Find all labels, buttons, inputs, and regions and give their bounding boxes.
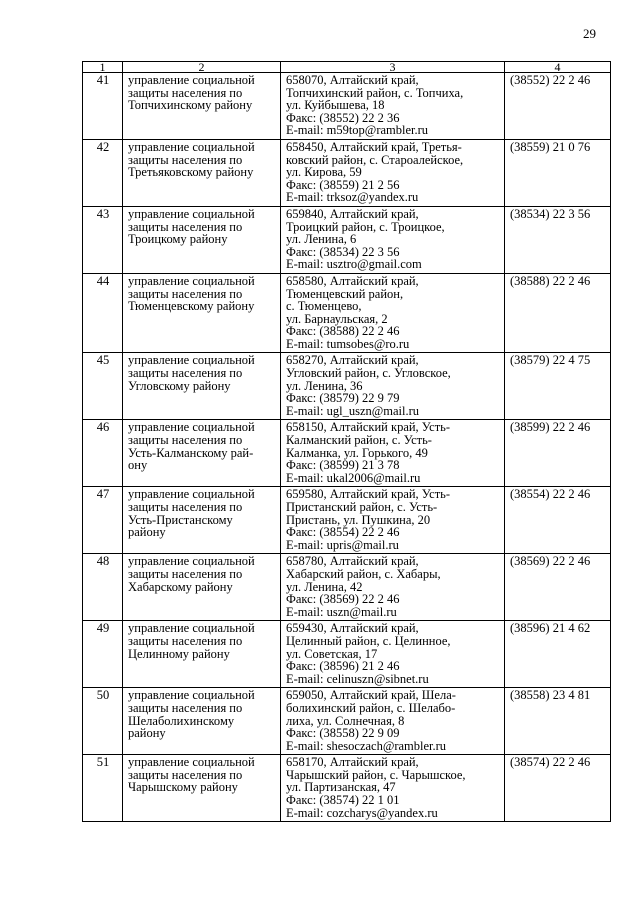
table-row — [83, 487, 611, 554]
address-line: Калманка, ул. Горького, 49 — [286, 445, 428, 460]
organization-name-line: району — [128, 525, 166, 540]
organization-name-line: управление социальной — [128, 273, 255, 288]
address-line: E-mail: usztro@gmail.com — [286, 257, 422, 272]
organization-name-line: защиты населения по — [128, 286, 243, 301]
address-line: Угловский район, с. Угловское, — [286, 366, 451, 381]
phone-number: (38588) 22 2 46 — [505, 273, 611, 353]
address-contacts — [281, 621, 505, 688]
organization-name-line: защиты населения по — [128, 219, 243, 234]
row-number: 41 — [83, 73, 123, 140]
table-row — [83, 621, 611, 688]
address-line: E-mail: tumsobes@ro.ru — [286, 336, 410, 351]
organization-name — [123, 73, 281, 140]
address-line: Пристань, ул. Пушкина, 20 — [286, 512, 431, 527]
organization-name-line: защиты населения по — [128, 433, 243, 448]
address-line: 658170, Алтайский край, — [286, 755, 419, 770]
contacts-table — [82, 61, 611, 822]
address-line: Целинный район, с. Целинное, — [286, 633, 451, 648]
phone-number: (38579) 22 4 75 — [505, 353, 611, 420]
organization-name-line: Усть-Калманскому рай- — [128, 445, 254, 460]
address-line: Тюменцевский район, — [286, 286, 404, 301]
phone-number: (38552) 22 2 46 — [505, 73, 611, 140]
address-line: ул. Советская, 17 — [286, 646, 378, 661]
phone-number: (38559) 21 0 76 — [505, 139, 611, 206]
phone-number: (38599) 22 2 46 — [505, 420, 611, 487]
phone-number: (38554) 22 2 46 — [505, 487, 611, 554]
address-contacts — [281, 73, 505, 140]
address-line: Факс: (38554) 22 2 46 — [286, 525, 400, 540]
organization-name-line: управление социальной — [128, 420, 255, 435]
organization-name — [123, 420, 281, 487]
address-line: ул. Барнаульская, 2 — [286, 311, 388, 326]
organization-name-line: управление социальной — [128, 353, 255, 368]
table-row — [83, 73, 611, 140]
address-line: лиха, ул. Солнечная, 8 — [286, 713, 405, 728]
phone-number: (38596) 21 4 62 — [505, 621, 611, 688]
row-number: 49 — [83, 621, 123, 688]
address-contacts — [281, 554, 505, 621]
address-line: E-mail: shesoczach@rambler.ru — [286, 738, 447, 753]
table-row — [83, 554, 611, 621]
address-contacts — [281, 353, 505, 420]
address-line: 659430, Алтайский край, — [286, 621, 419, 636]
address-contacts — [281, 487, 505, 554]
address-line: Хабарский район, с. Хабары, — [286, 566, 441, 581]
organization-name — [123, 755, 281, 822]
table-row — [83, 420, 611, 487]
address-line: E-mail: trksoz@yandex.ru — [286, 190, 419, 205]
row-number: 50 — [83, 688, 123, 755]
organization-name-line: защиты населения по — [128, 566, 243, 581]
address-line: Факс: (38534) 22 3 56 — [286, 244, 400, 259]
address-line: 658270, Алтайский край, — [286, 353, 419, 368]
table-row — [83, 688, 611, 755]
address-contacts — [281, 420, 505, 487]
address-line: Факс: (38559) 21 2 56 — [286, 177, 400, 192]
address-line: Факс: (38588) 22 2 46 — [286, 324, 400, 339]
organization-name-line: защиты населения по — [128, 366, 243, 381]
organization-name-line: защиты населения по — [128, 152, 243, 167]
organization-name-line: управление социальной — [128, 73, 255, 87]
organization-name-line: управление социальной — [128, 206, 255, 221]
organization-name-line: защиты населения по — [128, 85, 243, 100]
address-line: 658780, Алтайский край, — [286, 554, 419, 569]
table-row — [83, 139, 611, 206]
address-line: E-mail: celinuszn@sibnet.ru — [286, 671, 429, 686]
organization-name-line: защиты населения по — [128, 700, 243, 715]
organization-name-line: защиты населения по — [128, 500, 243, 514]
column-header: 1 — [83, 62, 123, 73]
address-line: Факс: (38579) 22 9 79 — [286, 391, 400, 406]
organization-name — [123, 273, 281, 353]
address-line: 658150, Алтайский край, Усть- — [286, 420, 451, 435]
address-line: болихинский район, с. Шелабо- — [286, 700, 456, 715]
phone-number: (38569) 22 2 46 — [505, 554, 611, 621]
organization-name — [123, 621, 281, 688]
address-line: ул. Ленина, 6 — [286, 232, 357, 247]
address-line: с. Тюменцево, — [286, 299, 362, 314]
column-header: 2 — [123, 62, 281, 73]
organization-name-line: Троицкому району — [128, 232, 228, 247]
row-number: 47 — [83, 487, 123, 554]
address-line: 658450, Алтайский край, Третья- — [286, 139, 462, 154]
header-row — [83, 62, 611, 73]
address-line: E-mail: m59top@rambler.ru — [286, 123, 429, 138]
address-line: ул. Куйбышева, 18 — [286, 98, 385, 113]
address-line: ковский район, с. Староалейское, — [286, 152, 464, 167]
organization-name-line: защиты населения по — [128, 633, 243, 648]
address-line: ул. Кирова, 59 — [286, 165, 362, 180]
table-row — [83, 273, 611, 353]
page-number: 29 — [583, 26, 596, 41]
organization-name-line: управление социальной — [128, 487, 255, 502]
table-row — [83, 353, 611, 420]
table-row — [83, 755, 611, 822]
address-line: Чарышский район, с. Чарышское, — [286, 767, 466, 782]
organization-name-line: Третьяковскому району — [128, 165, 254, 180]
phone-number: (38558) 23 4 81 — [505, 688, 611, 755]
address-contacts — [281, 206, 505, 273]
address-line: E-mail: upris@mail.ru — [286, 537, 399, 552]
organization-name — [123, 554, 281, 621]
organization-name-line: Топчихинскому району — [128, 98, 253, 113]
row-number: 48 — [83, 554, 123, 621]
organization-name-line: управление социальной — [128, 554, 255, 569]
address-contacts — [281, 273, 505, 353]
column-header: 3 — [281, 62, 505, 73]
address-line: 658580, Алтайский край, — [286, 273, 419, 288]
row-number: 46 — [83, 420, 123, 487]
row-number: 44 — [83, 273, 123, 353]
address-line: 659050, Алтайский край, Шела- — [286, 688, 456, 703]
organization-name-line: управление социальной — [128, 688, 255, 703]
organization-name-line: управление социальной — [128, 139, 255, 154]
organization-name-line: Хабарскому району — [128, 579, 233, 594]
organization-name — [123, 353, 281, 420]
organization-name-line: управление социальной — [128, 621, 255, 636]
address-line: Факс: (38552) 22 2 36 — [286, 110, 400, 125]
organization-name-line: району — [128, 726, 166, 741]
address-line: E-mail: uszn@mail.ru — [286, 604, 397, 619]
organization-name-line: Целинному району — [128, 646, 230, 661]
row-number: 43 — [83, 206, 123, 273]
address-line: Троицкий район, с. Троицкое, — [286, 219, 445, 234]
organization-name-line: Усть-Пристанскому — [128, 512, 233, 527]
address-contacts — [281, 755, 505, 822]
column-header: 4 — [505, 62, 611, 73]
table-row — [83, 206, 611, 273]
address-line: E-mail: cozcharys@yandex.ru — [286, 805, 438, 820]
organization-name-line: управление социальной — [128, 755, 255, 770]
organization-name — [123, 206, 281, 273]
address-line: ул. Ленина, 36 — [286, 378, 363, 393]
address-line: ул. Ленина, 42 — [286, 579, 363, 594]
address-contacts — [281, 688, 505, 755]
address-line: 659580, Алтайский край, Усть- — [286, 487, 451, 502]
organization-name-line: Тюменцевскому району — [128, 299, 255, 314]
address-line: Факс: (38569) 22 2 46 — [286, 592, 400, 607]
row-number: 42 — [83, 139, 123, 206]
organization-name-line: Угловскому району — [128, 378, 231, 393]
address-line: Калманский район, с. Усть- — [286, 433, 432, 448]
address-line: Факс: (38558) 22 9 09 — [286, 726, 400, 741]
row-number: 45 — [83, 353, 123, 420]
address-line: Факс: (38596) 21 2 46 — [286, 659, 400, 674]
table-body — [83, 73, 611, 822]
organization-name-line: Чарышскому району — [128, 780, 238, 795]
phone-number: (38534) 22 3 56 — [505, 206, 611, 273]
address-line: Пристанский район, с. Усть- — [286, 500, 438, 514]
organization-name-line: защиты населения по — [128, 767, 243, 782]
organization-name — [123, 487, 281, 554]
row-number: 51 — [83, 755, 123, 822]
address-line: ул. Партизанская, 47 — [286, 780, 396, 795]
phone-number: (38574) 22 2 46 — [505, 755, 611, 822]
organization-name — [123, 139, 281, 206]
address-line: Факс: (38574) 22 1 01 — [286, 793, 400, 808]
address-contacts — [281, 139, 505, 206]
address-line: 658070, Алтайский край, — [286, 73, 419, 87]
organization-name-line: ону — [128, 458, 148, 473]
address-line: E-mail: ugl_uszn@mail.ru — [286, 403, 420, 418]
address-line: Топчихинский район, с. Топчиха, — [286, 85, 464, 100]
address-line: 659840, Алтайский край, — [286, 206, 419, 221]
address-line: Факс: (38599) 21 3 78 — [286, 458, 400, 473]
address-line: E-mail: ukal2006@mail.ru — [286, 470, 421, 485]
organization-name-line: Шелаболихинскому — [128, 713, 235, 728]
organization-name — [123, 688, 281, 755]
